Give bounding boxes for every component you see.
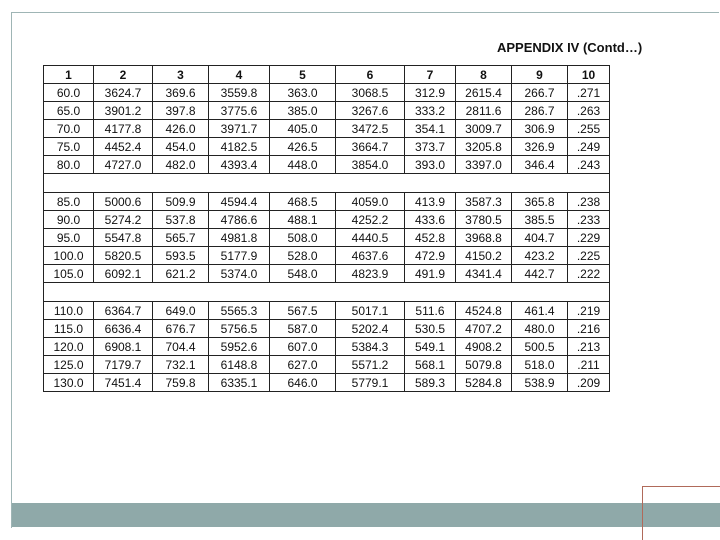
table-cell: 3775.6 bbox=[209, 102, 270, 120]
table-cell: .225 bbox=[568, 247, 610, 265]
table-cell: 549.1 bbox=[405, 338, 456, 356]
table-cell: 3068.5 bbox=[336, 84, 405, 102]
table-cell: 5284.8 bbox=[456, 374, 512, 392]
table-cell: 4341.4 bbox=[456, 265, 512, 283]
table-cell: 5756.5 bbox=[209, 320, 270, 338]
page-title: APPENDIX IV (Contd…) bbox=[497, 40, 643, 55]
table-cell: 65.0 bbox=[44, 102, 94, 120]
table-row bbox=[44, 193, 610, 211]
table-cell: 537.8 bbox=[153, 211, 209, 229]
table-cell: 5079.8 bbox=[456, 356, 512, 374]
table-row bbox=[44, 302, 610, 320]
table-cell: 548.0 bbox=[270, 265, 336, 283]
table-cell: 426.5 bbox=[270, 138, 336, 156]
table-cell: 312.9 bbox=[405, 84, 456, 102]
footer-band bbox=[12, 503, 720, 527]
table-cell: 110.0 bbox=[44, 302, 94, 320]
table-cell: 488.1 bbox=[270, 211, 336, 229]
table-row bbox=[44, 265, 610, 283]
table-cell: 100.0 bbox=[44, 247, 94, 265]
table-cell: 646.0 bbox=[270, 374, 336, 392]
table-row bbox=[44, 320, 610, 338]
table-cell: 6335.1 bbox=[209, 374, 270, 392]
table-cell: 5565.3 bbox=[209, 302, 270, 320]
table-cell: 3968.8 bbox=[456, 229, 512, 247]
table-cell: 518.0 bbox=[512, 356, 568, 374]
table-cell: 567.5 bbox=[270, 302, 336, 320]
table-cell: 6908.1 bbox=[94, 338, 153, 356]
table-cell: 4707.2 bbox=[456, 320, 512, 338]
table-cell: 491.9 bbox=[405, 265, 456, 283]
table-cell: 85.0 bbox=[44, 193, 94, 211]
table-cell: 373.7 bbox=[405, 138, 456, 156]
table-cell: 607.0 bbox=[270, 338, 336, 356]
table-cell: 75.0 bbox=[44, 138, 94, 156]
table-row bbox=[44, 84, 610, 102]
table-cell: 3397.0 bbox=[456, 156, 512, 174]
table-cell: 480.0 bbox=[512, 320, 568, 338]
table-cell: 568.1 bbox=[405, 356, 456, 374]
table-cell: 4981.8 bbox=[209, 229, 270, 247]
table-cell: 385.5 bbox=[512, 211, 568, 229]
table-cell: 2615.4 bbox=[456, 84, 512, 102]
table-cell: 759.8 bbox=[153, 374, 209, 392]
table-cell: 3587.3 bbox=[456, 193, 512, 211]
table-cell: 105.0 bbox=[44, 265, 94, 283]
table-cell: 454.0 bbox=[153, 138, 209, 156]
table-cell: 369.6 bbox=[153, 84, 209, 102]
table-cell: 5177.9 bbox=[209, 247, 270, 265]
column-header: 2 bbox=[94, 66, 153, 84]
table-cell: 6364.7 bbox=[94, 302, 153, 320]
table-cell: .216 bbox=[568, 320, 610, 338]
appendix-table bbox=[43, 65, 610, 392]
table-cell: 7451.4 bbox=[94, 374, 153, 392]
table-cell: 90.0 bbox=[44, 211, 94, 229]
table-cell: 4150.2 bbox=[456, 247, 512, 265]
table-cell: 125.0 bbox=[44, 356, 94, 374]
table-cell: .243 bbox=[568, 156, 610, 174]
corner-accent-vertical bbox=[642, 486, 643, 540]
table-cell: 80.0 bbox=[44, 156, 94, 174]
table-cell: 120.0 bbox=[44, 338, 94, 356]
table-cell: 649.0 bbox=[153, 302, 209, 320]
table-cell: 511.6 bbox=[405, 302, 456, 320]
table-cell: 405.0 bbox=[270, 120, 336, 138]
table-cell: 468.5 bbox=[270, 193, 336, 211]
table-cell: .233 bbox=[568, 211, 610, 229]
table-cell: 4452.4 bbox=[94, 138, 153, 156]
table-cell: 5571.2 bbox=[336, 356, 405, 374]
table-cell: 115.0 bbox=[44, 320, 94, 338]
table-cell: 433.6 bbox=[405, 211, 456, 229]
table-cell: .219 bbox=[568, 302, 610, 320]
table-cell: 423.2 bbox=[512, 247, 568, 265]
table-cell: .213 bbox=[568, 338, 610, 356]
column-header: 8 bbox=[456, 66, 512, 84]
table-cell: 593.5 bbox=[153, 247, 209, 265]
column-header: 9 bbox=[512, 66, 568, 84]
table-row bbox=[44, 356, 610, 374]
table-cell: 461.4 bbox=[512, 302, 568, 320]
table-cell: 426.0 bbox=[153, 120, 209, 138]
column-header: 1 bbox=[44, 66, 94, 84]
table-cell: 5000.6 bbox=[94, 193, 153, 211]
table-cell: 413.9 bbox=[405, 193, 456, 211]
table-cell: 385.0 bbox=[270, 102, 336, 120]
table-cell: 589.3 bbox=[405, 374, 456, 392]
column-header: 3 bbox=[153, 66, 209, 84]
table-cell: 3780.5 bbox=[456, 211, 512, 229]
table-row bbox=[44, 374, 610, 392]
column-header: 10 bbox=[568, 66, 610, 84]
table-cell: 4908.2 bbox=[456, 338, 512, 356]
group-separator-row bbox=[44, 174, 610, 193]
table-cell: 587.0 bbox=[270, 320, 336, 338]
table-cell: 70.0 bbox=[44, 120, 94, 138]
table-cell: 60.0 bbox=[44, 84, 94, 102]
table-cell: 3559.8 bbox=[209, 84, 270, 102]
table-cell: 3854.0 bbox=[336, 156, 405, 174]
corner-accent-horizontal bbox=[642, 486, 720, 487]
table-cell: 508.0 bbox=[270, 229, 336, 247]
table-cell: 4823.9 bbox=[336, 265, 405, 283]
table-cell: 266.7 bbox=[512, 84, 568, 102]
table-cell: 5547.8 bbox=[94, 229, 153, 247]
table-row bbox=[44, 156, 610, 174]
table-cell: 4252.2 bbox=[336, 211, 405, 229]
table-cell: 3472.5 bbox=[336, 120, 405, 138]
table-cell: 3901.2 bbox=[94, 102, 153, 120]
table-cell: 732.1 bbox=[153, 356, 209, 374]
table-cell: 397.8 bbox=[153, 102, 209, 120]
table-cell: 528.0 bbox=[270, 247, 336, 265]
table-row bbox=[44, 229, 610, 247]
table-cell: 565.7 bbox=[153, 229, 209, 247]
table-cell: 676.7 bbox=[153, 320, 209, 338]
table-cell: 95.0 bbox=[44, 229, 94, 247]
table-cell: 286.7 bbox=[512, 102, 568, 120]
table-cell: .249 bbox=[568, 138, 610, 156]
table-cell: 5820.5 bbox=[94, 247, 153, 265]
table-cell: 3624.7 bbox=[94, 84, 153, 102]
table-cell: 4182.5 bbox=[209, 138, 270, 156]
table-cell: 3009.7 bbox=[456, 120, 512, 138]
table-cell: .229 bbox=[568, 229, 610, 247]
column-header: 4 bbox=[209, 66, 270, 84]
table-cell: 704.4 bbox=[153, 338, 209, 356]
group-separator-row bbox=[44, 283, 610, 302]
table-cell: 333.2 bbox=[405, 102, 456, 120]
separator-cell bbox=[44, 283, 610, 302]
table-cell: 4524.8 bbox=[456, 302, 512, 320]
table-cell: 6092.1 bbox=[94, 265, 153, 283]
table-cell: 6636.4 bbox=[94, 320, 153, 338]
table-cell: .211 bbox=[568, 356, 610, 374]
table-cell: 4177.8 bbox=[94, 120, 153, 138]
table-cell: 538.9 bbox=[512, 374, 568, 392]
header-row bbox=[44, 66, 610, 84]
table-cell: 326.9 bbox=[512, 138, 568, 156]
table-cell: 3267.6 bbox=[336, 102, 405, 120]
table-row bbox=[44, 138, 610, 156]
table-row bbox=[44, 120, 610, 138]
table-cell: 2811.6 bbox=[456, 102, 512, 120]
table-cell: 4059.0 bbox=[336, 193, 405, 211]
table-cell: 500.5 bbox=[512, 338, 568, 356]
table-cell: 393.0 bbox=[405, 156, 456, 174]
table-cell: 365.8 bbox=[512, 193, 568, 211]
table-cell: 3664.7 bbox=[336, 138, 405, 156]
table-row bbox=[44, 247, 610, 265]
table-cell: .263 bbox=[568, 102, 610, 120]
table-cell: 621.2 bbox=[153, 265, 209, 283]
table-cell: 442.7 bbox=[512, 265, 568, 283]
table-cell: 4594.4 bbox=[209, 193, 270, 211]
table-body bbox=[44, 84, 610, 392]
table-cell: 354.1 bbox=[405, 120, 456, 138]
table-cell: .238 bbox=[568, 193, 610, 211]
table-cell: 530.5 bbox=[405, 320, 456, 338]
table-cell: 4440.5 bbox=[336, 229, 405, 247]
table-cell: 5952.6 bbox=[209, 338, 270, 356]
table-cell: 452.8 bbox=[405, 229, 456, 247]
table-cell: 5274.2 bbox=[94, 211, 153, 229]
table-cell: .255 bbox=[568, 120, 610, 138]
table-cell: 404.7 bbox=[512, 229, 568, 247]
table-cell: 5017.1 bbox=[336, 302, 405, 320]
table-cell: 6148.8 bbox=[209, 356, 270, 374]
table-cell: 472.9 bbox=[405, 247, 456, 265]
column-header: 6 bbox=[336, 66, 405, 84]
table-cell: 482.0 bbox=[153, 156, 209, 174]
table-cell: 346.4 bbox=[512, 156, 568, 174]
table-cell: 130.0 bbox=[44, 374, 94, 392]
table-cell: 448.0 bbox=[270, 156, 336, 174]
column-header: 5 bbox=[270, 66, 336, 84]
table-cell: 3971.7 bbox=[209, 120, 270, 138]
table-header bbox=[44, 66, 610, 84]
table-cell: .222 bbox=[568, 265, 610, 283]
table-cell: 5779.1 bbox=[336, 374, 405, 392]
table-row bbox=[44, 211, 610, 229]
table-cell: 363.0 bbox=[270, 84, 336, 102]
table-row bbox=[44, 338, 610, 356]
table-cell: 5202.4 bbox=[336, 320, 405, 338]
table-cell: .209 bbox=[568, 374, 610, 392]
table-cell: 5374.0 bbox=[209, 265, 270, 283]
table-cell: 4727.0 bbox=[94, 156, 153, 174]
table-cell: .271 bbox=[568, 84, 610, 102]
table-cell: 3205.8 bbox=[456, 138, 512, 156]
table-cell: 306.9 bbox=[512, 120, 568, 138]
table-cell: 7179.7 bbox=[94, 356, 153, 374]
table-cell: 5384.3 bbox=[336, 338, 405, 356]
table-cell: 509.9 bbox=[153, 193, 209, 211]
separator-cell bbox=[44, 174, 610, 193]
table-cell: 4637.6 bbox=[336, 247, 405, 265]
table-cell: 4393.4 bbox=[209, 156, 270, 174]
table-cell: 4786.6 bbox=[209, 211, 270, 229]
table-cell: 627.0 bbox=[270, 356, 336, 374]
table-row bbox=[44, 102, 610, 120]
column-header: 7 bbox=[405, 66, 456, 84]
